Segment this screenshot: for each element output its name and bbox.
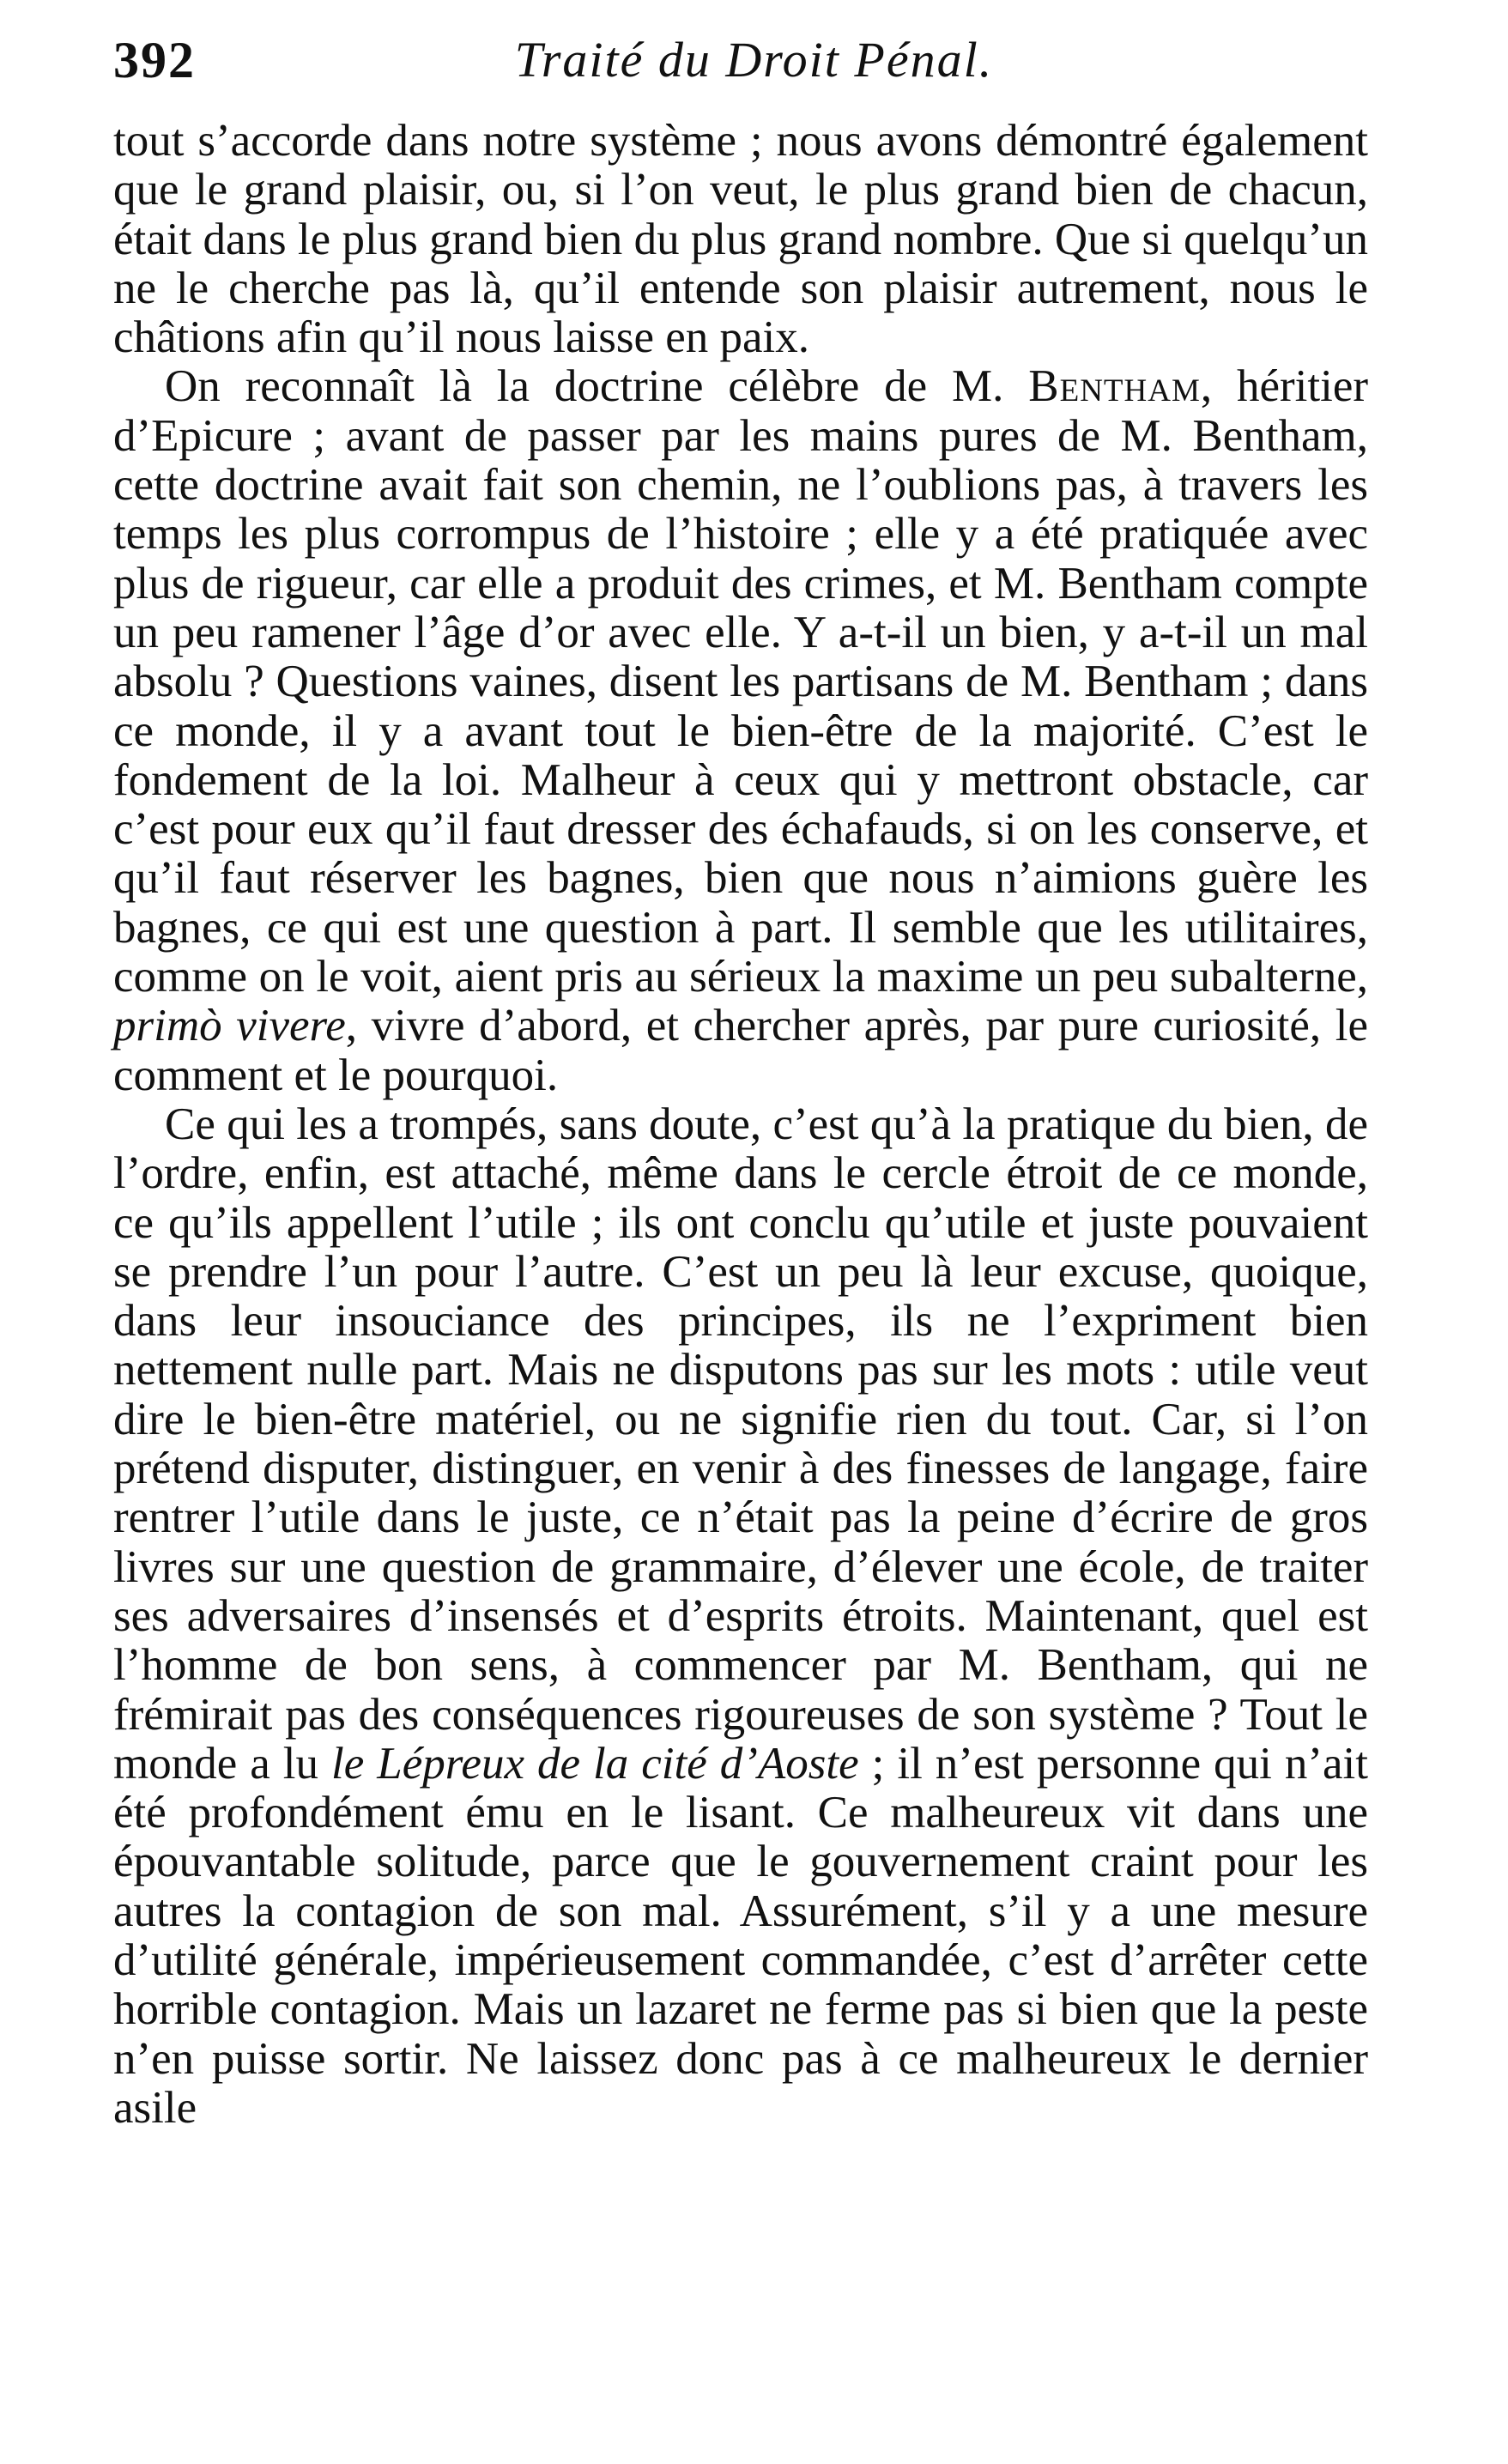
page-header [0, 31, 1508, 100]
paragraph-text: , héritier d’Epicure ; avant de passer par les mains pures de M. Bentham, cette doctrine avait fait son chemin, ne l’oublions pas, à travers les temps les plus corrompus de l’histoire ; elle y a été pratiquée avec plus de rigueur, car elle a produit des crimes, et M. Bentham compte un peu ramener l’âge d’or avec elle. Y a-t-il un bien, y a-t-il un mal absolu ? Questions vaines, disent les partisans de M. Bentham ; dans ce monde, il y a avant tout le bien-être de la majorité. C’est le fondement de la loi. Malheur à ceux qui y mettront obstacle, car c’est pour eux qu’il faut dresser des échafauds, si on les conserve, et qu’il faut réserver les bagnes, bien que nous n’aimions guère les bagnes, ce qui est une question à part. Il semble que les utilitaires, comme on le voit, aient pris au sérieux la maxime un peu subalterne, [113, 361, 1368, 1002]
paragraph-3 [113, 1100, 1368, 2133]
author-name-smallcaps: Bentham [1028, 361, 1201, 412]
page-number: 392 [113, 32, 196, 88]
paragraph-text: Ce qui les a trompés, sans doute, c’est qu’à la pratique du bien, de l’ordre, enfin, est attaché, même dans le cercle étroit de ce monde, ce qu’ils appellent l’utile ; ils ont conclu qu’utile et juste pouvaient se prendre l’un pour l’autre. C’est un peu là leur excuse, quoique, dans leur insouciance des principes, ils ne l’expriment bien nettement nulle part. Mais ne disputons pas sur les mots : utile veut dire le bien-être matériel, ou ne signifie rien du tout. Car, si l’on prétend disputer, distinguer, en venir à des finesses de langage, faire rentrer l’utile dans le juste, ce n’était pas la peine d’écrire de gros livres sur une question de grammaire, d’élever une école, de traiter ses adversaires d’insensés et d’esprits étroits. Maintenant, quel est l’homme de bon sens, à commencer par M. Bentham, qui ne frémirait pas des conséquences rigoureuses de son système ? Tout le monde a lu [113, 1099, 1368, 1789]
paragraph-1 [113, 117, 1368, 362]
latin-maxim: primò vivere [113, 1001, 346, 1051]
paragraph-2 [113, 362, 1368, 1099]
book-title-citation: le Lépreux de la cité d’Aoste [331, 1738, 859, 1789]
paragraph-text: , vivre d’abord, et chercher après, par pure curiosité, le comment et le pourquoi. [113, 1001, 1368, 1100]
paragraph-text: On reconnaît là la doctrine célèbre de M. [165, 361, 1029, 412]
running-title: Traité du Droit Pénal. [514, 32, 994, 88]
paragraph-text: ; il n’est personne qui n’ait été profondément ému en le lisant. Ce malheureux vit dans une épouvantable solitude, parce que le gouvernement craint pour les autres la contagion de son mal. Assurément, s’il y a une mesure d’utilité générale, impérieusement commandée, c’est d’arrêter cette horrible contagion. Mais un lazaret ne ferme pas si bien que la peste n’en puisse sortir. Ne laissez donc pas à ce malheureux le dernier asile [113, 1738, 1369, 2133]
body-text [113, 117, 1368, 2133]
paragraph-text: tout s’accorde dans notre système ; nous avons démontré également que le grand plaisir, ou, si l’on veut, le plus grand bien de chacun, était dans le plus grand bien du plus grand nombre. Que si quelqu’un ne le cherche pas là, qu’il entende son plaisir autrement, nous le châtions afin qu’il nous laisse en paix. [113, 116, 1368, 363]
